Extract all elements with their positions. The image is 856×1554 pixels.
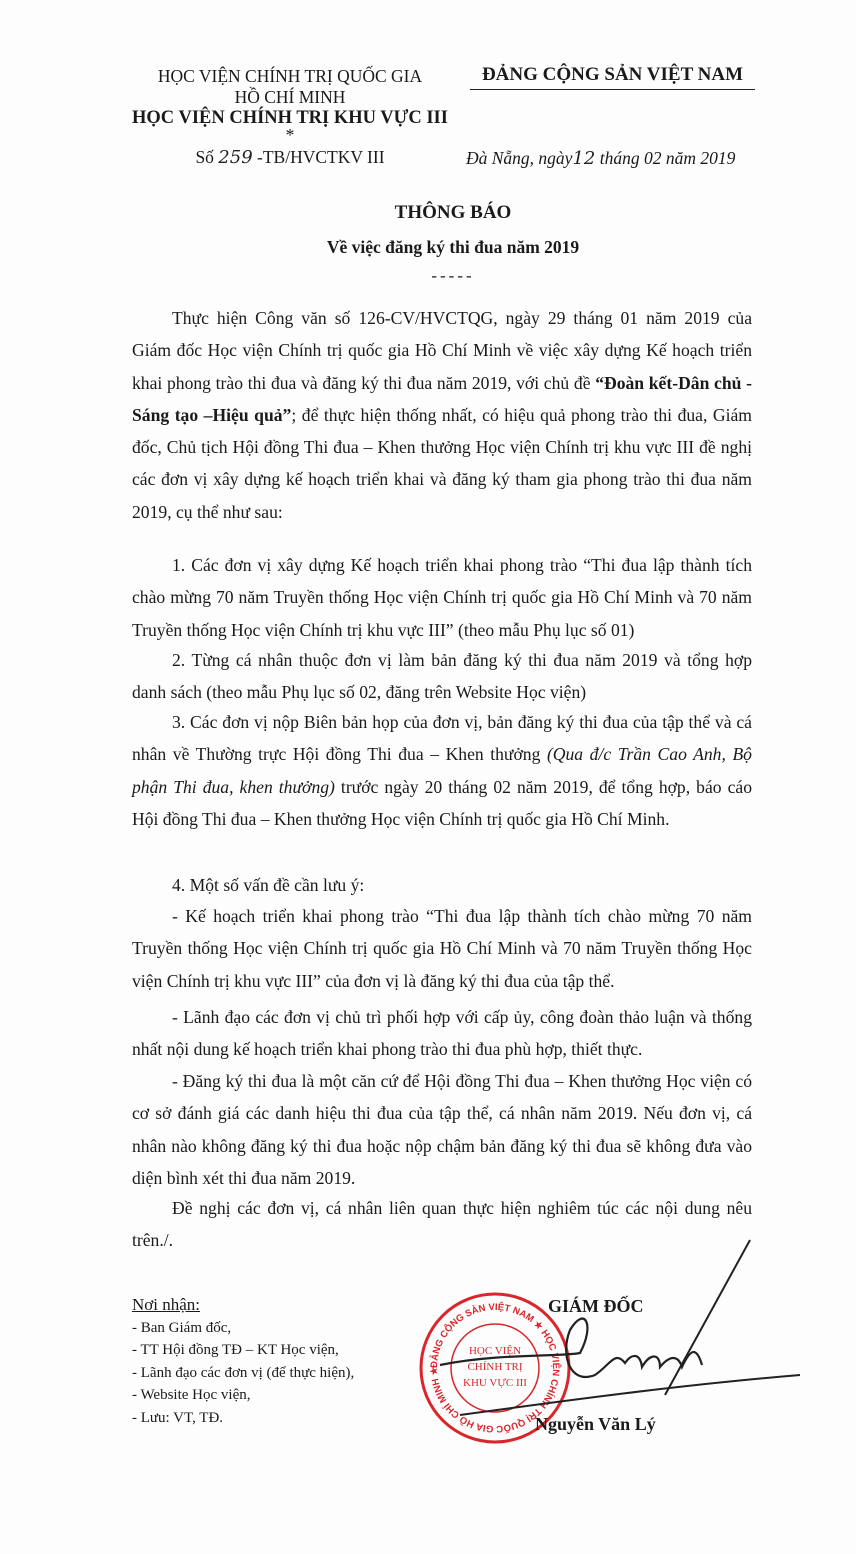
note-3: - Đăng ký thi đua là một căn cứ để Hội đồng Thi đua – Khen thưởng Học viện có cơ sở đánh giá các danh hiệu thi đua của tập thể, cá nhân năm 2019. Nếu đơn vị, cá nhân nào không đăng ký thi đua hoặc nộp chậm bản đăng ký thi đua sẽ không đưa vào diện bình xét thi đua năm 2019. [132,1071,752,1188]
item-3-text: 3. Các đơn vị nộp Biên bản họp của đơn vị, bản đăng ký thi đua của tập thể và cá nhân về Thường trực Hội đồng Thi đua – Khen thưởng [132,712,752,765]
item-4: 4. Một số vấn đề cần lưu ý: [172,875,365,895]
handwritten-signature [420,1235,820,1425]
date-day-handwritten: 12 [572,148,596,169]
svg-text:ĐẢNG CỘNG SẢN VIỆT NAM ★ HỌC V: ĐẢNG CỘNG SẢN VIỆT NAM ★ HỌC VIỆN CHÍNH TRỊ QUỐC GIA HỒ CHÍ MINH ★ [428,1301,562,1435]
party-header [470,64,755,90]
document-subtitle: Về việc đăng ký thi đua năm 2019 [326,237,580,257]
signer-name: Nguyễn Văn Lý [535,1414,656,1434]
org-line-1: HỌC VIỆN CHÍNH TRỊ QUỐC GIA [157,66,423,86]
item-3-contact: (Qua đ/c Trần Cao Anh, Bộ phận Thi đua, khen thưởng) [132,744,752,797]
document-title: THÔNG BÁO [394,202,512,223]
recipient-item: - TT Hội đồng TĐ – KT Học viện, [132,1342,339,1358]
closing-paragraph: Đề nghị các đơn vị, cá nhân liên quan thực hiện nghiêm túc các nội dung nêu trên./. [132,1198,752,1251]
party-name: ĐẢNG CỘNG SẢN VIỆT NAM [470,64,755,90]
note-2: - Lãnh đạo các đơn vị chủ trì phối hợp với cấp ủy, công đoàn thảo luận và thống nhất nội dung kế hoạch triển khai phong trào thi đua phù hợp, thiết thực. [132,1007,752,1060]
recipient-item: - Lãnh đạo các đơn vị (để thực hiện), [132,1364,355,1381]
intro-paragraph [132,302,752,528]
note-1: - Kế hoạch triển khai phong trào “Thi đua lập thành tích chào mừng 70 năm Truyền thống Học viện Chính trị quốc gia Hồ Chí Minh và 70 năm Truyền thống Học viện Chính trị khu vực III” của đơn vị là đăng ký thi đua của tập thể. [132,906,752,991]
item-1: 1. Các đơn vị xây dựng Kế hoạch triển khai phong trào “Thi đua lập thành tích chào mừng 70 năm Truyền thống Học viện Chính trị quốc gia Hồ Chí Minh và 70 năm Truyền thống Học viện Chính trị khu vực III” (theo mẫu Phụ lục số 01) [132,555,752,640]
svg-text:HỌC VIỆN: HỌC VIỆN [468,1345,522,1357]
org-line-3: HỌC VIỆN CHÍNH TRỊ KHU VỰC III [132,108,448,128]
number-suffix: -TB/HVCTKV III [257,147,385,167]
title-divider: ----- [431,266,475,285]
recipients-block [132,1294,354,1429]
date-prefix: Đà Nẵng, ngày [466,148,573,168]
recipient-item: - Website Học viện, [132,1387,251,1403]
date-line [466,148,735,169]
number-prefix: Số [195,147,214,167]
item-3 [132,706,752,835]
svg-text:KHU VỰC III: KHU VỰC III [463,1377,527,1389]
date-suffix: tháng 02 năm 2019 [599,148,736,168]
intro-text-cont: ; để thực hiện thống nhất, có hiệu quả phong trào thi đua, Giám đốc, Chủ tịch Hội đồng Thi đua – Khen thưởng Học viện Chính trị khu vực III đề nghị các đơn vị xây dựng kế hoạch triển khai và đăng ký tham gia phong trào thi đua năm 2019, cụ thể như sau: [132,404,752,522]
issuing-org [100,66,480,168]
org-star: * [285,125,295,145]
intro-text: Thực hiện Công văn số 126-CV/HVCTQG, ngày 29 tháng 01 năm 2019 của Giám đốc Học viện Chính trị quốc gia Hồ Chí Minh về việc xây dựng Kế hoạch triển khai phong trào thi đua và đăng ký thi đua năm 2019, với chủ đề [132,308,752,393]
item-2: 2. Từng cá nhân thuộc đơn vị làm bản đăng ký thi đua năm 2019 và tổng hợp danh sách (theo mẫu Phụ lục số 02, đăng trên Website Học viện) [132,650,752,703]
number-handwritten: 259 [218,147,253,168]
recipient-item: - Ban Giám đốc, [132,1319,232,1336]
signer-role: GIÁM ĐỐC [548,1296,644,1316]
document-number [100,147,480,168]
item-3-text-cont: trước ngày 20 tháng 02 năm 2019, để tổng hợp, báo cáo Hội đồng Thi đua – Khen thưởng Học viện Chính trị quốc gia Hồ Chí Minh. [132,776,753,829]
recipients-title: Nơi nhận: [132,1295,201,1314]
recipient-item: - Lưu: VT, TĐ. [132,1409,224,1426]
theme-text: “Đoàn kết-Dân chủ - Sáng tạo –Hiệu quả” [132,372,752,425]
svg-text:CHÍNH TRỊ: CHÍNH TRỊ [467,1361,523,1373]
org-line-2: HỒ CHÍ MINH [234,87,346,107]
